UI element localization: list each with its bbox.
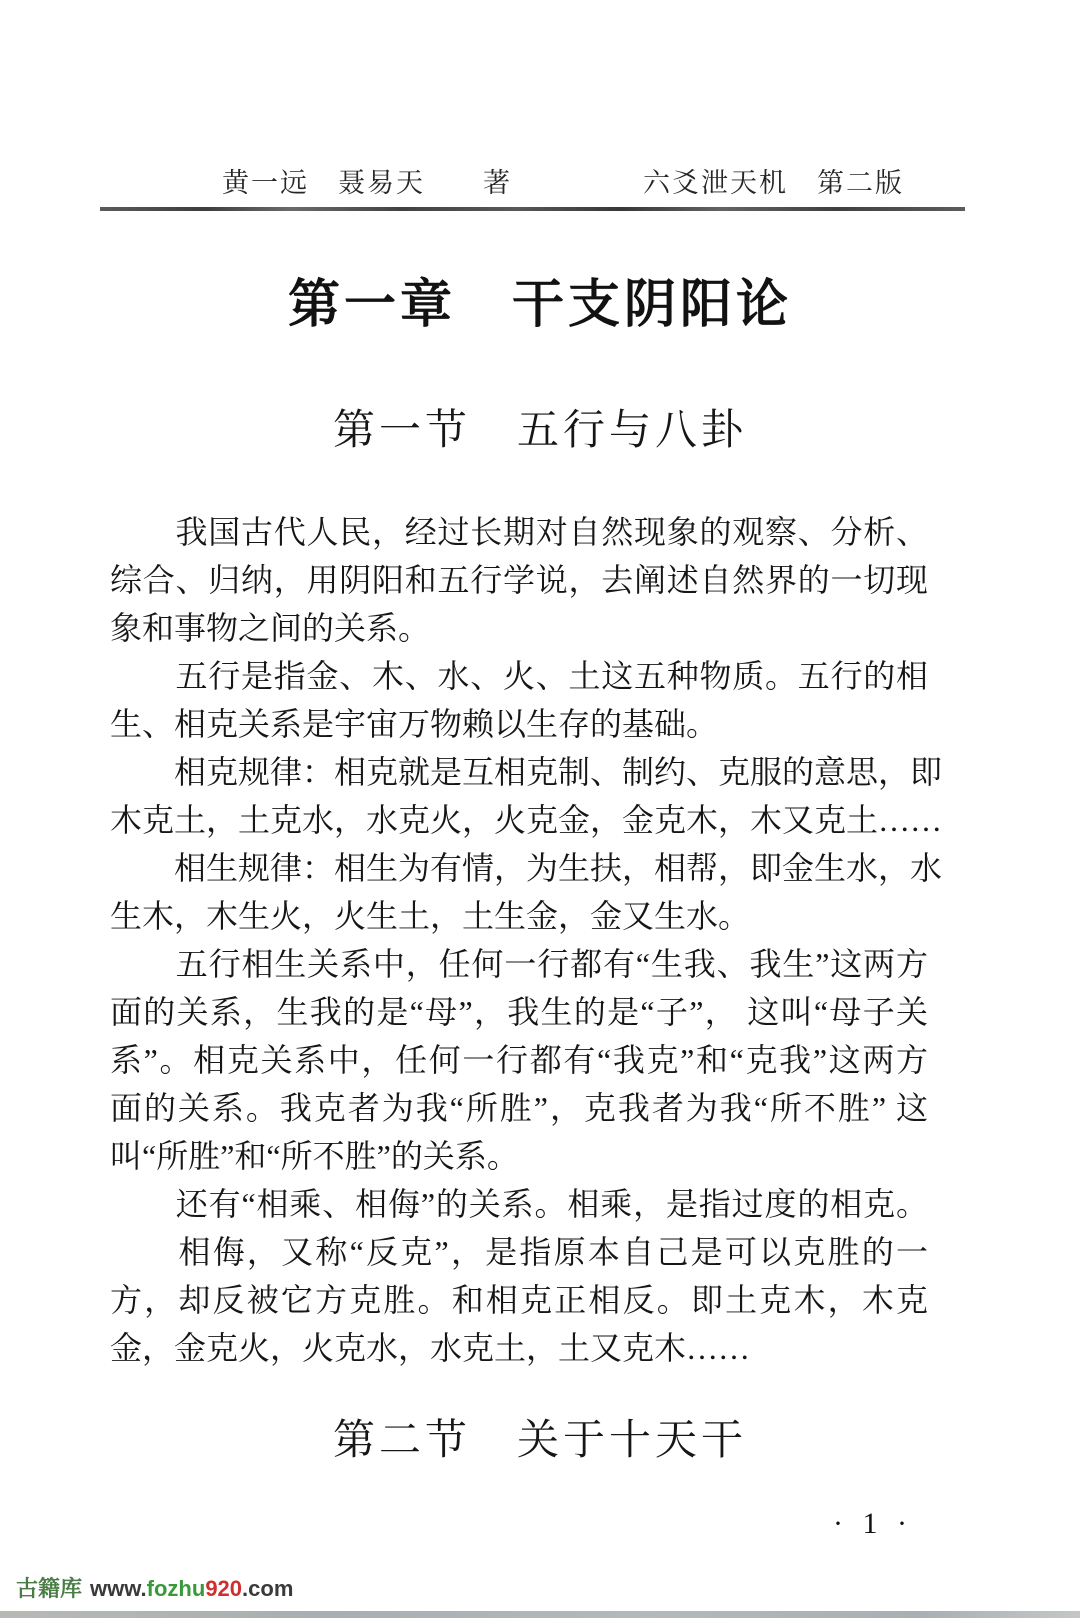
body-line: 系”。相克关系中，任何一行都有“我克”和“克我”这两方: [110, 1042, 928, 1078]
watermark-site-name: 古籍库: [16, 1576, 83, 1601]
body-line: 面的关系，生我的是“母”，我生的是“子”， 这叫“母子关: [110, 994, 928, 1030]
header-author-line: 黄一远 聂易天 著: [222, 168, 512, 198]
page-number: · 1 ·: [833, 1507, 913, 1540]
watermark-url-prefix: www.: [90, 1576, 147, 1601]
watermark-url-suffix: .com: [242, 1576, 294, 1601]
body-line: 还有“相乘、相侮”的关系。相乘，是指过度的相克。: [110, 1186, 928, 1222]
body-line: 叫“所胜”和“所不胜”的关系。: [110, 1138, 519, 1174]
body-line: 木克土，土克水，水克火，火克金，金克木，木又克土……: [110, 802, 943, 838]
chapter-title: 第一章 干支阴阳论: [287, 276, 792, 334]
section-title-1: 第一节 五行与八卦: [332, 408, 747, 454]
bottom-scan-bar: [0, 1611, 1080, 1618]
section-title-2: 第二节 关于十天干: [332, 1418, 747, 1464]
body-line: 相生规律：相生为有情，为生扶，相帮，即金生水，水: [110, 850, 943, 886]
body-line: 金，金克火，火克水，水克土，土又克木……: [110, 1330, 751, 1366]
body-line: 面的关系。我克者为我“所胜”，克我者为我“所不胜” 这: [110, 1090, 928, 1126]
body-line: 综合、归纳，用阴阳和五行学说，去阐述自然界的一切现: [110, 562, 928, 598]
body-line: 生木，木生火，火生土，土生金，金又生水。: [110, 898, 751, 934]
watermark-url-red: 920: [205, 1576, 243, 1601]
body-line: 我国古代人民，经过长期对自然现象的观察、分析、: [110, 514, 928, 550]
body-line: 五行相生关系中，任何一行都有“生我、我生”这两方: [110, 946, 928, 982]
body-line: 相克规律：相克就是互相克制、制约、克服的意思，即: [110, 754, 943, 790]
watermark: [16, 1576, 293, 1602]
header-book-edition: 六爻泄天机 第二版: [643, 168, 904, 198]
body-line: 相侮，又称“反克”，是指原本自己是可以克胜的一: [110, 1234, 928, 1270]
watermark-url-green: fozhu: [146, 1576, 206, 1601]
header-divider: [100, 207, 965, 211]
body-line: 象和事物之间的关系。: [110, 610, 431, 646]
body-line: 五行是指金、木、水、火、土这五种物质。五行的相: [110, 658, 928, 694]
body-text-block: [110, 508, 943, 1372]
body-line: 方，却反被它方克胜。和相克正相反。即土克木，木克: [110, 1282, 928, 1318]
body-line: 生、相克关系是宇宙万物赖以生存的基础。: [110, 706, 719, 742]
